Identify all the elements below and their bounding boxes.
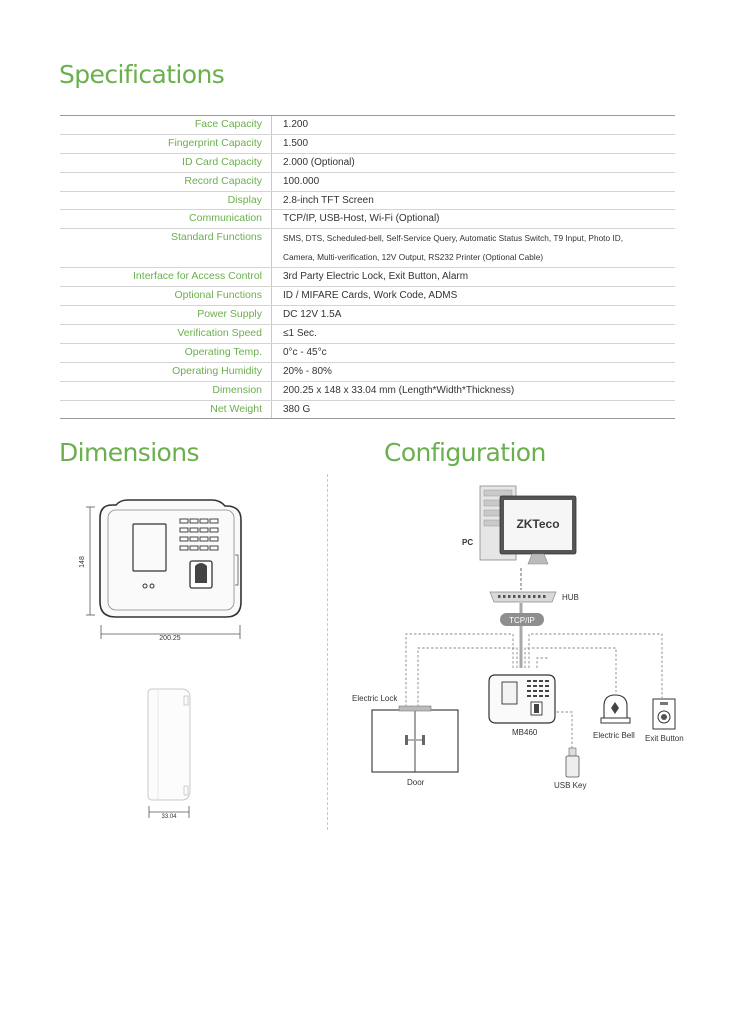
spec-value: DC 12V 1.5A (271, 306, 675, 324)
pc-label: PC (462, 538, 474, 547)
spec-value: 0°c - 45°c (271, 344, 675, 362)
spec-label: Communication (189, 212, 262, 225)
spec-label: Net Weight (210, 402, 262, 415)
electric-bell-label: Electric Bell (593, 731, 635, 740)
spec-label: Fingerprint Capacity (168, 136, 262, 149)
hub-icon (490, 592, 556, 602)
spec-value-line: SMS, DTS, Scheduled-bell, Self-Service Query, Automatic Status Switch, T9 Input, Photo ID, (283, 233, 624, 244)
thickness-label: 33.04 (161, 814, 177, 820)
brand-logo: ZKTeco (516, 517, 560, 531)
usb-key-icon (566, 748, 579, 777)
electric-bell-icon (601, 695, 630, 723)
width-dimension (101, 625, 240, 642)
spec-label: Interface for Access Control (133, 270, 262, 283)
spec-value: 100.000 (271, 173, 675, 191)
mb460-label: MB460 (512, 728, 538, 737)
spec-value: 1.200 (271, 116, 675, 134)
spec-label: Display (227, 193, 262, 206)
device-front-view (100, 500, 241, 617)
mb460-device (489, 675, 555, 723)
spec-label: Standard Functions (170, 231, 262, 244)
height-label: 148 (79, 556, 86, 568)
spec-value: ID / MIFARE Cards, Work Code, ADMS (271, 287, 675, 305)
door-label: Door (407, 778, 425, 787)
specifications-title: Specifications (59, 60, 225, 89)
spec-value-line: Camera, Multi-verification, 12V Output, RS232 Printer (Optional Cable) (283, 252, 544, 263)
spec-value: 2.000 (Optional) (271, 154, 675, 172)
spec-label: Power Supply (197, 308, 262, 321)
thickness-dimension (149, 806, 189, 820)
spec-label: Operating Temp. (184, 345, 262, 358)
spec-label: Verification Speed (177, 327, 262, 340)
configuration-title: Configuration (384, 438, 546, 467)
spec-label: Operating Humidity (172, 364, 262, 377)
spec-label: Dimension (212, 383, 262, 396)
exit-button-icon (653, 699, 675, 729)
exit-button-label: Exit Button (645, 734, 684, 743)
pc-monitor (500, 496, 576, 564)
usb-key-label: USB Key (554, 781, 587, 790)
electric-lock-icon (399, 706, 431, 711)
spec-value: ≤1 Sec. (271, 325, 675, 343)
hub-label: HUB (562, 593, 579, 602)
spec-value: 200.25 x 148 x 33.04 mm (Length*Width*Thickness) (271, 382, 675, 400)
electric-lock-label: Electric Lock (352, 694, 398, 703)
spec-value: 3rd Party Electric Lock, Exit Button, Alarm (271, 268, 675, 286)
device-side-view (148, 689, 190, 800)
spec-value: 1.500 (271, 135, 675, 153)
height-dimension (79, 507, 95, 615)
spec-value: 380 G (271, 401, 675, 419)
width-label: 200.25 (159, 635, 181, 642)
spec-value: 20% - 80% (271, 363, 675, 381)
dimensions-title: Dimensions (59, 438, 199, 467)
spec-label: Record Capacity (184, 174, 262, 187)
spec-label: ID Card Capacity (182, 155, 262, 168)
spec-value: 2.8-inch TFT Screen (271, 192, 675, 210)
spec-label: Face Capacity (194, 118, 262, 130)
spec-label: Optional Functions (174, 289, 262, 302)
tcpip-label: TCP/IP (509, 616, 535, 625)
spec-value: TCP/IP, USB-Host, Wi-Fi (Optional) (271, 210, 675, 228)
door-icon (372, 706, 458, 772)
